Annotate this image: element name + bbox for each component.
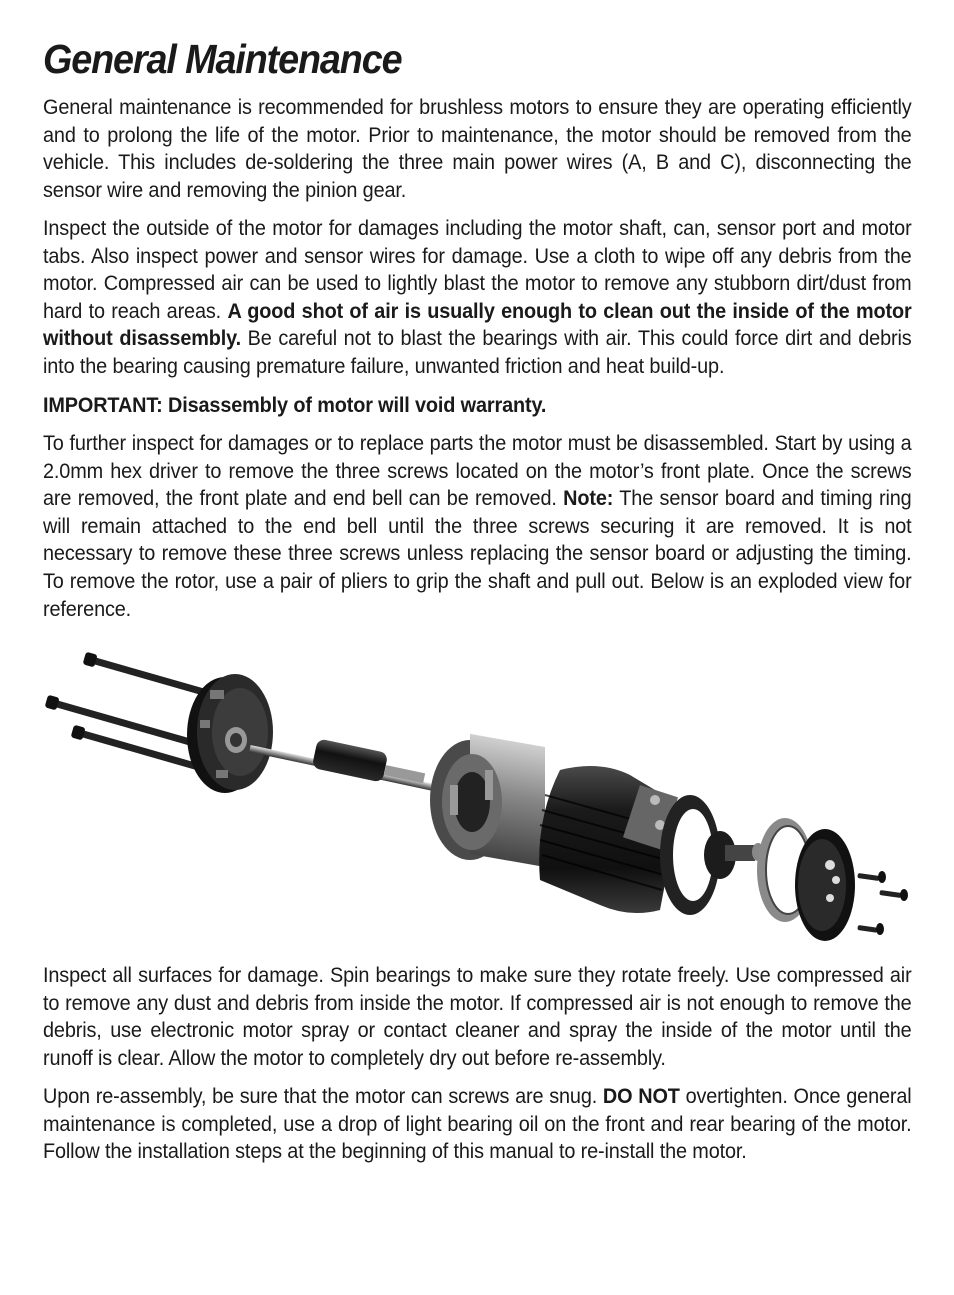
bold-do-not: DO NOT [602,1084,680,1108]
front-plate [187,674,273,793]
page-title: General Maintenance [43,36,402,82]
sensor-board [795,829,855,941]
motor-can [539,766,680,913]
warranty-warning: IMPORTANT: Disassembly of motor will void warranty. [43,393,547,417]
rear-screws [857,871,908,935]
paragraph-inspect-surfaces: Inspect all surfaces for damage. Spin bearings to make sure they rotate freely. Use compressed air to remove any dust and debris from inside the motor. If compressed air is not enough to remove the debris, use electronic motor spray or contact cleaner and spray the inside of the motor until the runoff is clear. Allow the motor to completely dry out before re-assembly. [43,963,912,1070]
paragraph-inspect-outside [43,215,912,381]
motor-exploded-view [40,640,914,945]
paragraph-text: Inspect the outside of the motor for damages including the motor shaft, can, sensor port and motor tabs. Also inspect power and sensor wires for damage. Use a cloth to wipe off any debris from the motor. Compressed air can be used to lightly blast the motor to remove any stubborn dirt/dust from hard to reach areas. [43,216,912,323]
bold-air-note: A good shot of air is usually enough to clean out the inside of the motor without disassembly. [43,298,912,351]
paragraph-text: The sensor board and timing ring will remain attached to the end bell until the three screws securing it are removed. It is not necessary to remove these three screws unless replacing the sensor board or adjusting the timing. To remove the rotor, use a pair of pliers to grip the shaft and pull out. Below is an exploded view for reference. [43,486,912,621]
paragraph-reassembly [43,1083,912,1166]
paragraph-general-maintenance: General maintenance is recommended for brushless motors to ensure they are operating efficiently and to prolong the life of the motor. Prior to maintenance, the motor should be removed from the vehicle. This includes de-soldering the three main power wires (A, B and C), disconnecting the sensor wire and removing the pinion gear. [43,95,912,202]
bold-note-label: Note: [563,486,614,511]
stator [430,734,545,867]
paragraph-text: overtighten. Once general maintenance is completed, use a drop of light bearing oil on the front and rear bearing of the motor. Follow the installation steps at the beginning of this manual to re-install the motor. [43,1084,912,1164]
paragraph-text: Be careful not to blast the bearings with air. This could force dirt and debris into the bearing causing premature failure, unwanted friction and heat build-up. [43,326,912,378]
rear-bearing [704,831,764,879]
paragraph-disassembly [43,430,912,623]
rotor-assembly [249,738,446,793]
paragraph-text: Upon re-assembly, be sure that the motor can screws are snug. [43,1084,603,1108]
paragraph-text: To further inspect for damages or to replace parts the motor must be disassembled. Start by using a 2.0mm hex driver to remove the three screws located on the motor’s front plate. Once the screws are removed, the front plate and end bell can be removed. [43,431,912,511]
